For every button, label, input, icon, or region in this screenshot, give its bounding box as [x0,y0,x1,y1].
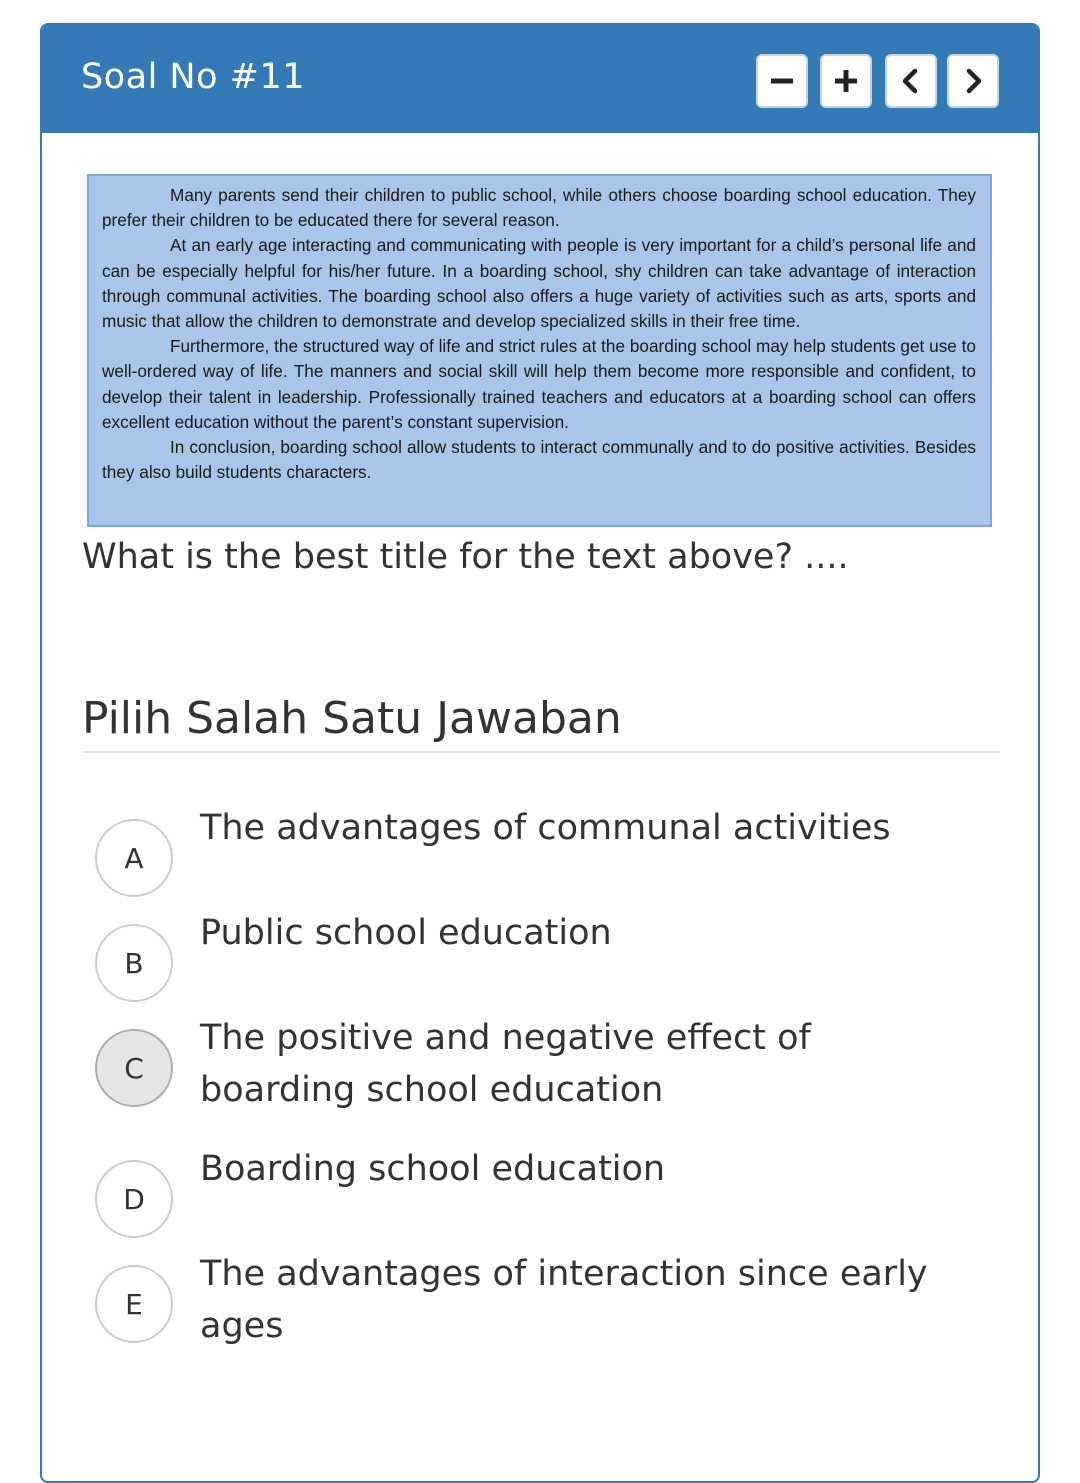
chevron-left-icon [897,67,925,95]
option-letter-circle[interactable]: B [95,924,173,1002]
question-number-title: Soal No #11 [81,57,306,97]
option-letter-circle[interactable]: E [95,1265,173,1343]
increase-font-button[interactable] [820,54,872,108]
previous-question-button[interactable] [885,54,937,108]
question-card [40,23,1040,1483]
chevron-right-icon [959,67,987,95]
divider [82,751,1000,753]
passage-paragraph: Many parents send their children to public school, while others choose boarding school education. They prefer their children to be educated there for several reason. [102,185,976,231]
option-letter-circle[interactable]: D [95,1160,173,1238]
plus-icon [832,67,860,95]
option-text[interactable]: Public school education [200,913,612,953]
option-text[interactable]: The positive and negative effect of boarding school education [200,1018,811,1110]
option-text[interactable]: The advantages of communal activities [200,808,891,848]
option-text[interactable]: The advantages of interaction since early ages [200,1254,928,1346]
passage-paragraph: Furthermore, the structured way of life and strict rules at the boarding school may help students get use to well-ordered way of life. The manners and social skill will help them become more responsible and confident, to develop their talent in leadership. Professionally trained teachers and educators at a boarding school can offers excellent education without the parent’s constant supervision. [102,336,976,432]
answer-section-title: Pilih Salah Satu Jawaban [82,693,622,744]
reading-passage [87,174,992,527]
minus-icon [768,67,796,95]
option-letter-circle-selected[interactable]: C [95,1029,173,1107]
decrease-font-button[interactable] [756,54,808,108]
passage-paragraph: In conclusion, boarding school allow students to interact communally and to do positive activities. Besides they also build students characters. [102,437,976,483]
question-text: What is the best title for the text above? .... [82,537,849,577]
next-question-button[interactable] [947,54,999,108]
option-letter-circle[interactable]: A [95,819,173,897]
option-text[interactable]: Boarding school education [200,1149,666,1189]
card-header [42,25,1038,133]
passage-paragraph: At an early age interacting and communicating with people is very important for a child’s personal life and can be especially helpful for his/her future. In a boarding school, shy children can take advantage of interaction through communal activities. The boarding school also offers a huge variety of activities such as arts, sports and music that allow the children to demonstrate and develop specialized skills in their free time. [102,235,976,332]
